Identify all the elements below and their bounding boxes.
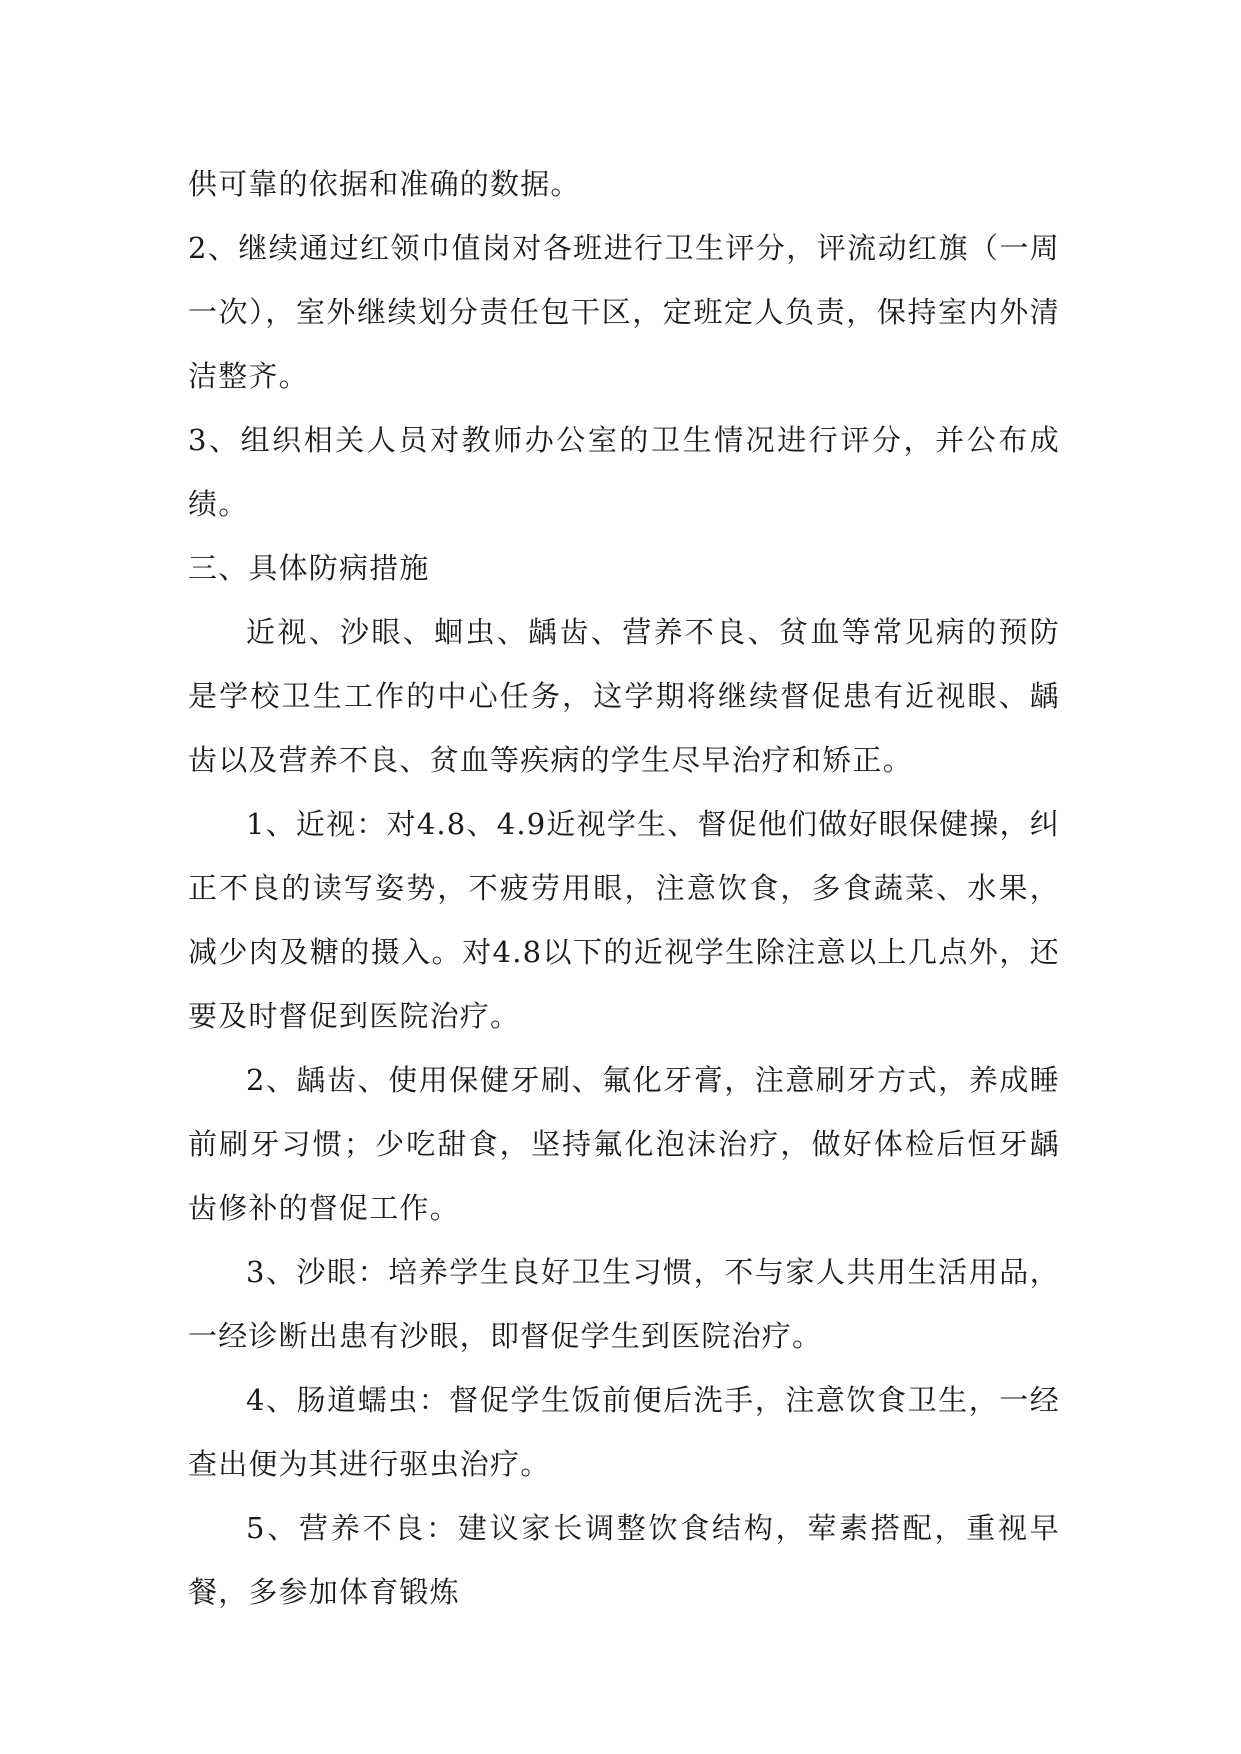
paragraph-continuation: 供可靠的依据和准确的数据。 (188, 167, 581, 201)
paragraph-trachoma: 3、沙眼：培养学生良好卫生习惯，不与家人共用生活用品，一经诊断出患有沙眼，即督促学生到医院治疗。 (188, 1255, 1060, 1353)
paragraph-malnutrition: 5、营养不良：建议家长调整饮食结构，荤素搭配，重视早餐，多参加体育锻炼 (188, 1511, 1060, 1609)
section-heading-prevention: 三、具体防病措施 (188, 551, 430, 585)
paragraph-dental-caries: 2、龋齿、使用保健牙刷、氟化牙膏，注意刷牙方式，养成睡前刷牙习惯；少吃甜食，坚持氟化泡沫治疗，做好体检后恒牙龋齿修补的督促工作。 (188, 1063, 1060, 1225)
paragraph-intro-common-diseases: 近视、沙眼、蛔虫、龋齿、营养不良、贫血等常见病的预防是学校卫生工作的中心任务，这学期将继续督促患有近视眼、龋齿以及营养不良、贫血等疾病的学生尽早治疗和矫正。 (188, 615, 1060, 777)
paragraph-item-2-red-scarf: 2、继续通过红领巾值岗对各班进行卫生评分，评流动红旗（一周一次），室外继续划分责任包干区，定班定人负责，保持室内外清洁整齐。 (188, 231, 1060, 393)
paragraph-myopia: 1、近视：对4.8、4.9近视学生、督促他们做好眼保健操，纠正不良的读写姿势，不疲劳用眼，注意饮食，多食蔬菜、水果，减少肉及糖的摄入。对4.8以下的近视学生除注意以上几点外，还要及时督促到医院治疗。 (188, 807, 1060, 1033)
document-body (188, 152, 1060, 1624)
paragraph-intestinal-worms: 4、肠道蠕虫：督促学生饭前便后洗手，注意饮食卫生，一经查出便为其进行驱虫治疗。 (188, 1383, 1060, 1481)
paragraph-item-3-office-hygiene: 3、组织相关人员对教师办公室的卫生情况进行评分，并公布成绩。 (188, 423, 1060, 521)
